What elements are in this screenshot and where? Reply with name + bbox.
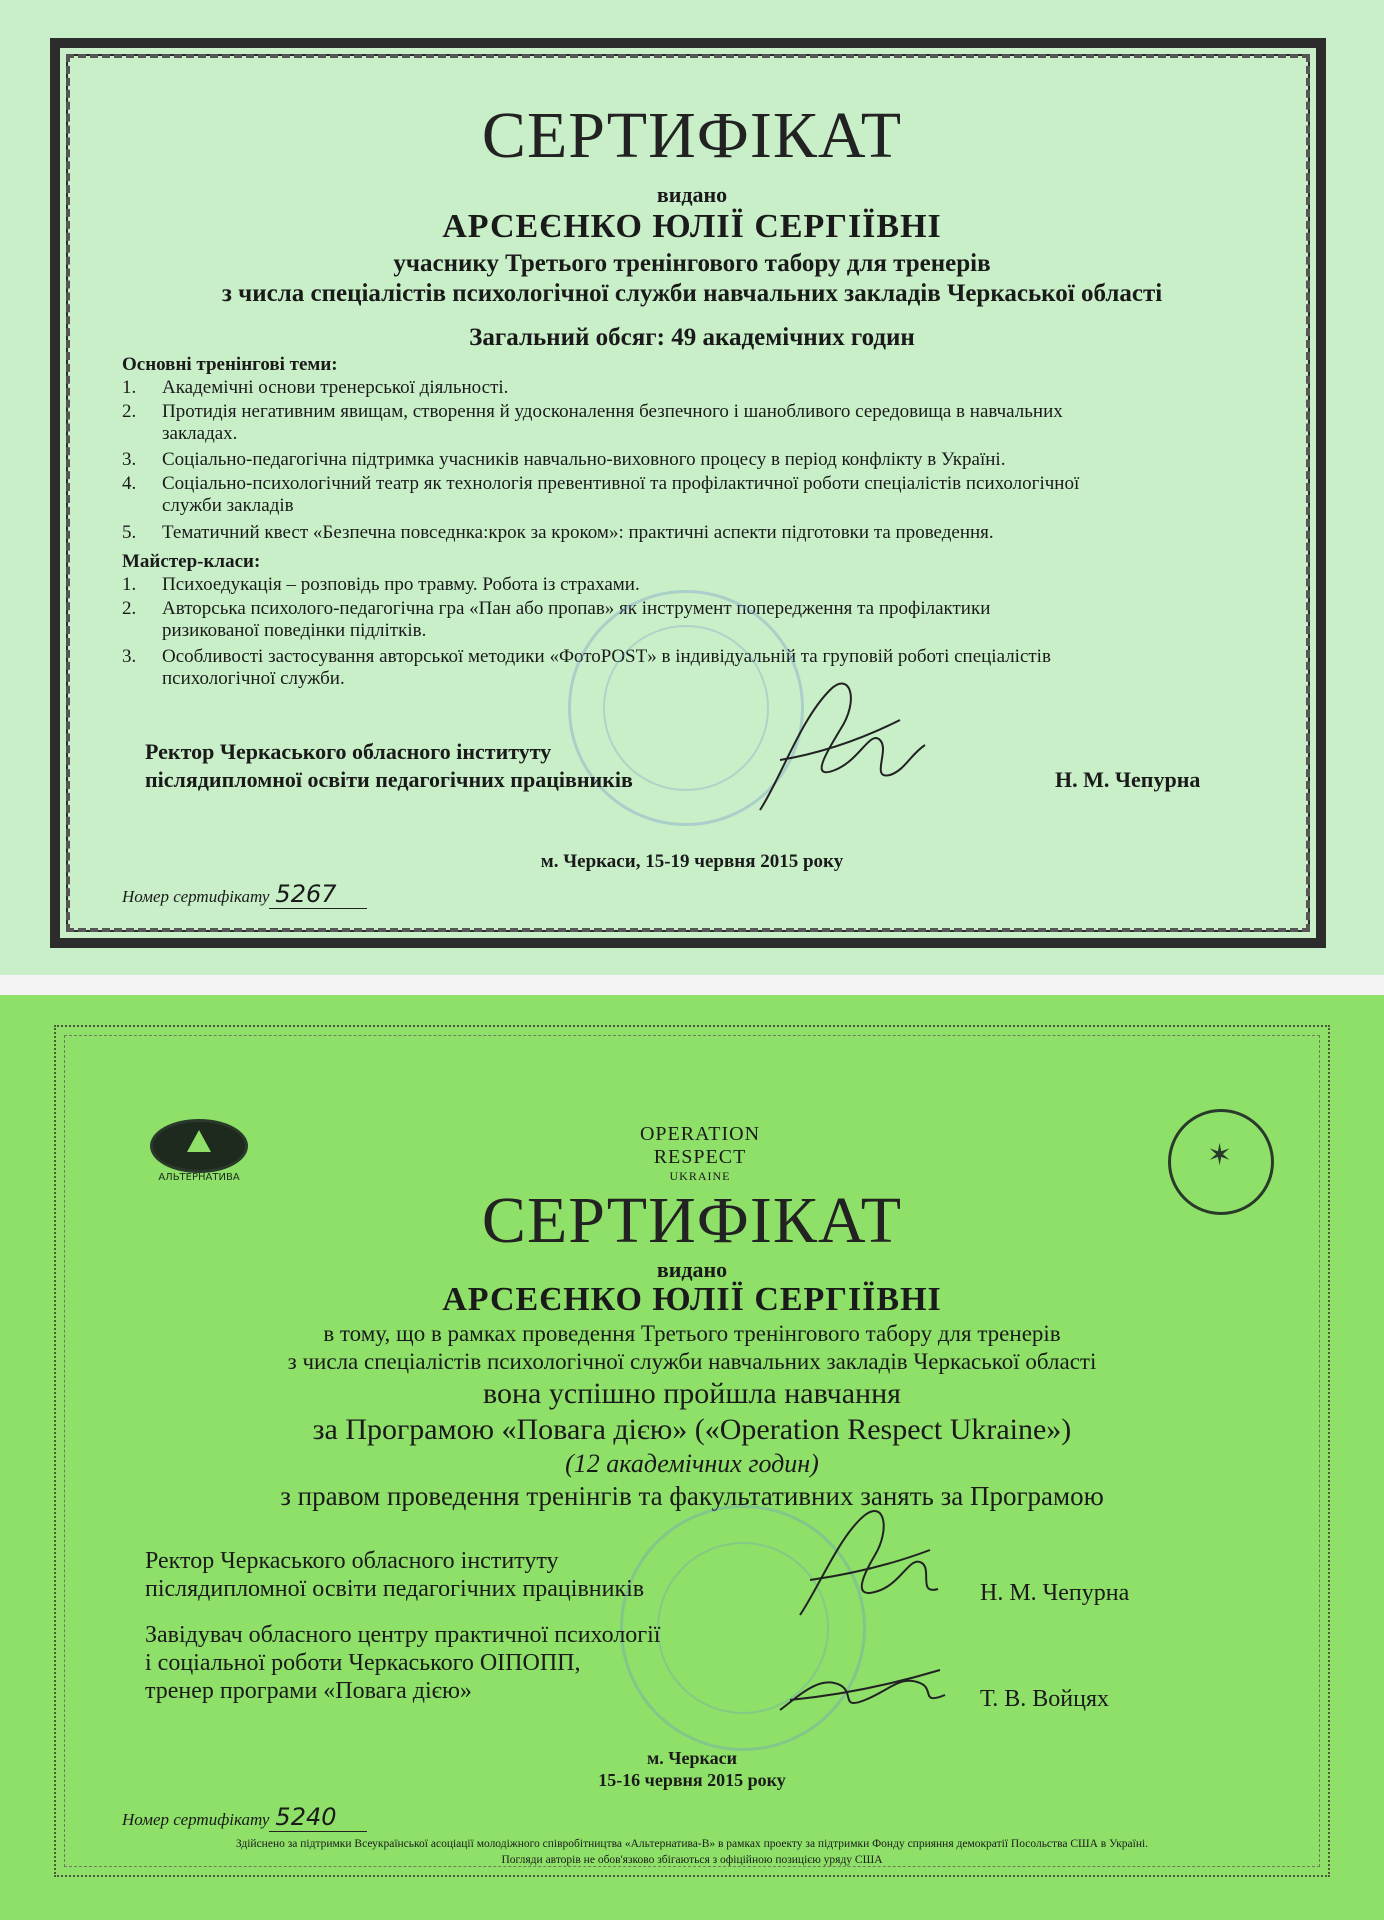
footer-line-1: Здійснено за підтримки Всеукраїнської асоціації молодіжного співробітництва «Альтернатива-В» в рамках проекту за підтримки Фонду сприяння демократії Посольства США в Україні. [235, 1838, 1149, 1850]
signer1-title-line-1: Ректор Черкаського обласного інституту [145, 1548, 559, 1574]
recipient-name: АРСЕЄНКО ЮЛІЇ СЕРГІЇВНІ [442, 208, 942, 245]
operation-respect-logo: OPERATION RESPECT UKRAINE [639, 1123, 761, 1183]
footer-line-2: Погляди авторів не обов'язково збігаються з офіційною позицією уряду США [501, 1854, 883, 1866]
subtitle-line-1: учаснику Третього тренінгового табору для тренерів [393, 250, 991, 277]
certificate-number: Номер сертифікату 5240 [122, 1803, 367, 1831]
signer-title-line-2: післядипломної освіти педагогічних працівників [145, 767, 633, 792]
list-item: 1. Психоедукація – розповідь про травму. Робота із страхами. [122, 574, 640, 595]
signer1-name: Н. М. Чепурна [980, 1580, 1130, 1606]
text-line-1: в тому, що в рамках проведення Третього тренінгового табору для тренерів [323, 1321, 1061, 1346]
page-gap [0, 975, 1384, 995]
signer-name: Н. М. Чепурна [1055, 767, 1201, 792]
text-line-5: (12 академічних годин) [565, 1449, 819, 1478]
triangle-icon [187, 1130, 211, 1152]
place-date: м. Черкаси, 15-19 червня 2015 року [540, 851, 844, 872]
signature [740, 660, 930, 830]
certificate-number-value: 5267 [269, 880, 366, 909]
total-hours: Загальний обсяг: 49 академічних годин [469, 324, 915, 351]
signer-title-line-1: Ректор Черкаського обласного інституту [145, 739, 552, 764]
certificate-number-value: 5240 [269, 1803, 366, 1832]
certificate-title: СЕРТИФІКАТ [481, 99, 903, 172]
text-line-6: з правом проведення тренінгів та факультативних занять за Програмою [280, 1481, 1104, 1511]
date: 15-16 червня 2015 року [598, 1770, 786, 1790]
issued-label: видано [656, 182, 728, 207]
list-item: 2. Авторська психолого-педагогічна гра «Пан або пропав» як інструмент попередження та профілактики ризикованої поведінки підлітків. [122, 598, 991, 641]
signer2-title-line-2: і соціальної роботи Черкаського ОІПОПП, [145, 1650, 581, 1676]
text-line-3: вона успішно пройшла навчання [483, 1377, 901, 1410]
recipient-name: АРСЕЄНКО ЮЛІЇ СЕРГІЇВНІ [442, 1281, 942, 1318]
issued-label: видано [656, 1257, 728, 1282]
certificate-2 [0, 995, 1384, 1920]
alternativa-logo-text: АЛЬТЕРНАТИВА [158, 1172, 240, 1183]
subtitle-line-2: з числа спеціалістів психологічної служби навчальних закладів Черкаської області [221, 280, 1163, 307]
masterclass-heading: Майстер-класи: [122, 551, 261, 572]
list-item: 3. Особливості застосування авторської методики «ФотоPOST» в індивідуальній та груповій роботі спеціалістів психологічної служби. [122, 646, 1051, 689]
text-line-4: за Програмою «Повага дією» («Operation Respect Ukraine») [312, 1413, 1072, 1446]
alternativa-logo [150, 1119, 248, 1183]
list-item: 1. Академічні основи тренерської діяльності. [122, 377, 509, 398]
place: м. Черкаси [647, 1748, 737, 1768]
list-item: 5. Тематичний квест «Безпечна повседнка:крок за кроком»: практичні аспекти підготовки та проведення. [122, 522, 994, 543]
text-line-2: з числа спеціалістів психологічної служби навчальних закладів Черкаської області [287, 1349, 1097, 1374]
list-item: 4. Соціально-психологічний театр як технологія превентивної та профілактичної роботи спеціалістів психологічної служби закладів [122, 473, 1080, 516]
signer2-title-line-3: тренер програми «Повага дією» [145, 1678, 472, 1704]
topics-heading: Основні тренінгові теми: [122, 354, 338, 375]
signature [770, 1655, 950, 1725]
signer1-title-line-2: післядипломної освіти педагогічних працівників [145, 1576, 645, 1602]
palm-icon: ✶ [1207, 1138, 1233, 1173]
signature [780, 1495, 950, 1635]
list-item: 3. Соціально-педагогічна підтримка учасників навчально-виховного процесу в період конфлікту в Україні. [122, 449, 1006, 470]
certificate-title: СЕРТИФІКАТ [481, 1184, 903, 1257]
signer2-title-line-1: Завідувач обласного центру практичної психології [145, 1622, 661, 1648]
certificate-number: Номер сертифікату 5267 [122, 880, 367, 908]
signer2-name: Т. В. Войцях [980, 1686, 1109, 1712]
list-item: 2. Протидія негативним явищам, створення й удосконалення безпечного і шанобливого середовища в навчальних закладах. [122, 401, 1063, 444]
